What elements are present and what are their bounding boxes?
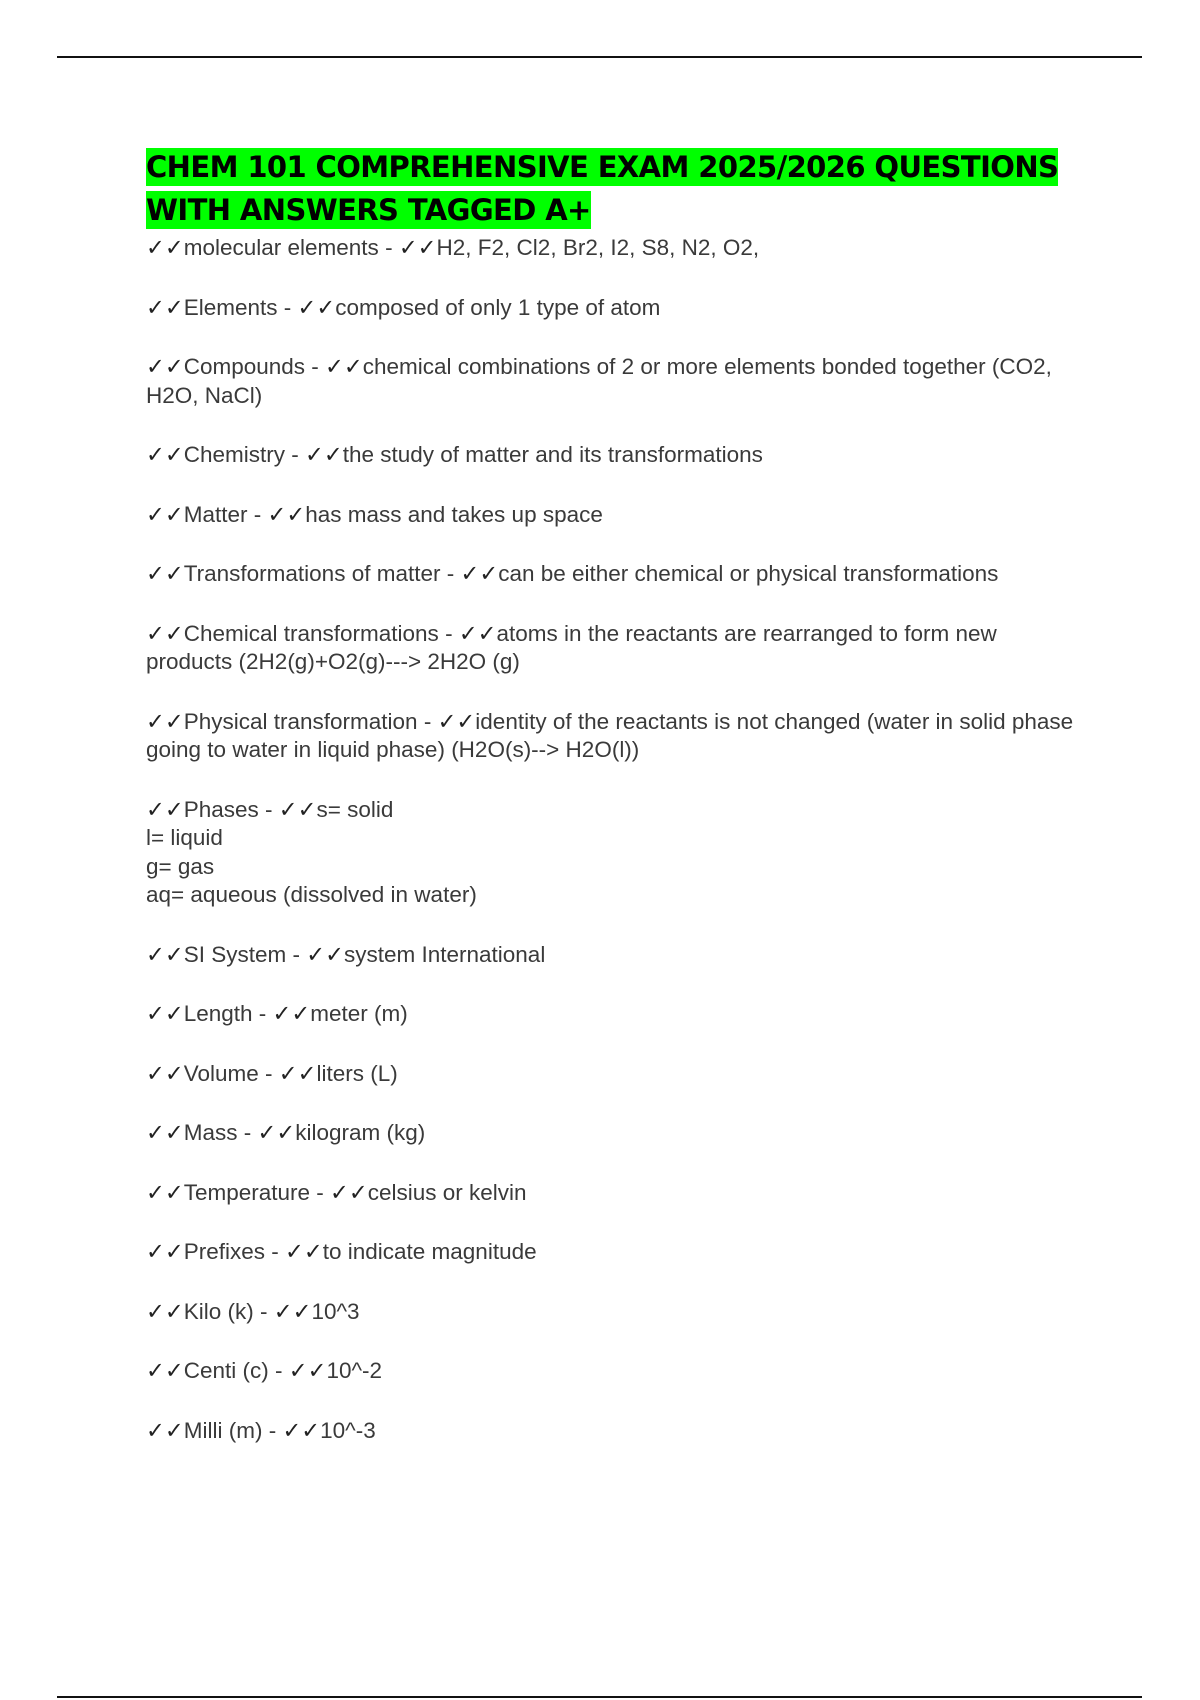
entry-term: Physical transformation [183,708,418,734]
entry-term: Transformations of matter [183,561,441,586]
check-mark-icon: ✓✓ [146,941,184,967]
check-mark-icon: ✓✓ [146,1120,184,1145]
entry-term: Milli (m) [183,1417,263,1443]
entry-term: Matter [183,501,248,527]
check-mark-icon: ✓✓ [330,1179,368,1205]
check-mark-icon: ✓✓ [146,354,184,379]
entry-term: Mass [183,1120,238,1145]
check-mark-icon: ✓✓ [146,561,184,586]
check-mark-icon: ✓✓ [146,1417,184,1443]
flashcard-entry: ✓✓Phases - ✓✓s= solid l= liquid g= gas aq= aqueous (dissolved in water) [146,796,477,907]
entry-term: Chemical transformations [183,620,439,646]
header-rule [57,56,1142,58]
check-mark-icon: ✓✓ [282,1417,321,1443]
check-mark-icon: ✓✓ [398,235,437,260]
flashcard-entry: ✓✓Volume - ✓✓liters (L) [146,1060,398,1086]
check-mark-icon: ✓✓ [146,708,184,734]
flashcard-entry: ✓✓Physical transformation - ✓✓identity of the reactants is not changed (water in solid phase going to water in liquid phase) (H2O(s)--> H2O(l)) [146,708,1074,762]
check-mark-icon: ✓✓ [285,1239,323,1264]
flashcard-list [146,234,1076,1445]
check-mark-icon: ✓✓ [146,1239,184,1264]
entry-term: Volume [183,1060,259,1086]
entry-definition: H2, F2, Cl2, Br2, I2, S8, N2, O2, [436,235,760,260]
flashcard-entry: ✓✓Temperature - ✓✓celsius or kelvin [146,1179,527,1205]
entry-definition: system International [343,941,546,967]
entry-definition: 10^-2 [326,1358,383,1383]
check-mark-icon: ✓✓ [288,1358,327,1383]
entry-definition: atoms in the reactants are rearranged to form new products (2H2(g)+O2(g)---> 2H2O (g) [146,620,997,674]
entry-term: Phases [183,796,259,822]
entry-definition: 10^3 [311,1298,360,1324]
check-mark-icon: ✓✓ [267,501,306,527]
flashcard-entry: ✓✓Centi (c) - ✓✓10^-2 [146,1358,383,1383]
entry-definition: the study of matter and its transformations [342,442,763,467]
flashcard-entry: ✓✓Elements - ✓✓composed of only 1 type of atom [146,294,661,320]
flashcard-entry: ✓✓Compounds - ✓✓chemical combinations of 2 or more elements bonded together (CO2, H2O, NaCl) [146,354,1052,408]
check-mark-icon: ✓✓ [325,354,363,379]
check-mark-icon: ✓✓ [146,620,184,646]
check-mark-icon: ✓✓ [257,1120,296,1145]
check-mark-icon: ✓✓ [146,442,184,467]
entry-term: Kilo (k) [183,1298,254,1324]
entry-definition: liters (L) [316,1060,398,1086]
flashcard-entry: ✓✓Mass - ✓✓kilogram (kg) [146,1120,426,1145]
check-mark-icon: ✓✓ [273,1298,312,1324]
entry-term: Chemistry [183,442,285,467]
check-mark-icon: ✓✓ [146,235,184,260]
check-mark-icon: ✓✓ [460,561,499,586]
document-title [146,146,1076,232]
flashcard-entry: ✓✓Matter - ✓✓has mass and takes up space [146,501,603,527]
flashcard-entry: ✓✓Chemical transformations - ✓✓atoms in the reactants are rearranged to form new products (2H2(g)+O2(g)---> 2H2O (g) [146,620,997,674]
flashcard-entry: ✓✓SI System - ✓✓system International [146,941,546,967]
entry-term: Compounds [183,354,306,379]
entry-definition: chemical combinations of 2 or more elements bonded together (CO2, H2O, NaCl) [146,354,1052,408]
flashcard-entry: ✓✓Kilo (k) - ✓✓10^3 [146,1298,360,1324]
check-mark-icon: ✓✓ [278,1060,317,1086]
entry-definition: identity of the reactants is not changed (water in solid phase going to water in liquid phase) (H2O(s)--> H2O(l)) [146,708,1074,762]
check-mark-icon: ✓✓ [458,620,497,646]
flashcard-entry: ✓✓Milli (m) - ✓✓10^-3 [146,1417,376,1443]
entry-definition: s= solid l= liquid g= gas aq= aqueous (dissolved in water) [146,796,477,907]
check-mark-icon: ✓✓ [146,1298,184,1324]
flashcard-entry: ✓✓Transformations of matter - ✓✓can be either chemical or physical transformations [146,561,999,586]
check-mark-icon: ✓✓ [146,294,184,320]
check-mark-icon: ✓✓ [272,1001,311,1026]
flashcard-entry: ✓✓molecular elements - ✓✓H2, F2, Cl2, Br2, I2, S8, N2, O2, [146,235,760,260]
entry-term: Prefixes [183,1239,265,1264]
title-highlight: CHEM 101 COMPREHENSIVE EXAM 2025/2026 QUESTIONS WITH ANSWERS TAGGED A+ [146,150,1059,227]
check-mark-icon: ✓✓ [306,941,344,967]
flashcard-entry: ✓✓Chemistry - ✓✓the study of matter and its transformations [146,442,763,467]
entry-term: SI System [183,941,287,967]
flashcard-entry: ✓✓Prefixes - ✓✓to indicate magnitude [146,1239,537,1264]
entry-definition: composed of only 1 type of atom [335,294,661,320]
entry-term: Temperature [183,1179,311,1205]
check-mark-icon: ✓✓ [278,796,317,822]
check-mark-icon: ✓✓ [146,501,184,527]
check-mark-icon: ✓✓ [304,442,343,467]
entry-definition: 10^-3 [320,1417,376,1443]
entry-term: Length [183,1001,253,1026]
flashcard-entry: ✓✓Length - ✓✓meter (m) [146,1001,408,1026]
check-mark-icon: ✓✓ [437,708,476,734]
check-mark-icon: ✓✓ [297,294,336,320]
check-mark-icon: ✓✓ [146,1060,184,1086]
entry-definition: celsius or kelvin [367,1179,527,1205]
entry-definition: can be either chemical or physical transformations [498,561,999,586]
check-mark-icon: ✓✓ [146,1179,184,1205]
check-mark-icon: ✓✓ [146,796,184,822]
entry-term: Centi (c) [183,1358,269,1383]
footer-rule [57,1696,1142,1698]
entry-definition: kilogram (kg) [295,1120,426,1145]
entry-definition: meter (m) [310,1001,408,1026]
check-mark-icon: ✓✓ [146,1001,184,1026]
document-body [146,146,1076,1476]
check-mark-icon: ✓✓ [146,1358,184,1383]
entry-term: molecular elements [183,235,379,260]
entry-definition: has mass and takes up space [305,501,603,527]
entry-term: Elements [183,294,278,320]
entry-definition: to indicate magnitude [322,1239,537,1264]
